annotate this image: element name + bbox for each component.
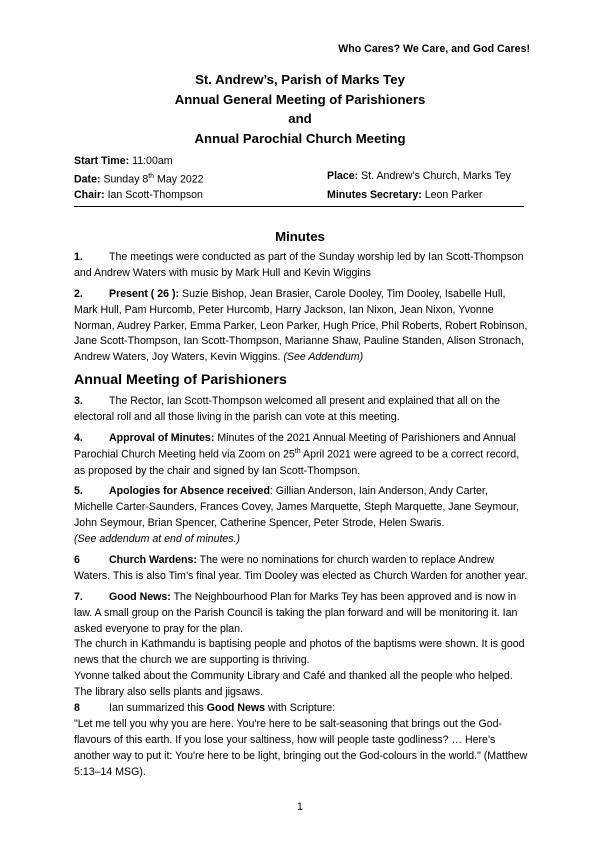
- scripture-quote: "Let me tell you why you are here. You're here to be salt-seasoning that brings out the God-flavours of this earth. If you lose your saltiness, how will people taste godliness? … Here's another way to put it: You're here to be light, bringing out the God-colours in the world." (Matthew 5:13–14 MSG).: [74, 717, 528, 778]
- item-number: 1.: [74, 251, 83, 263]
- scripture-intro-end: with Scripture:: [267, 701, 336, 714]
- good-news-text: The Neighbourhood Plan for Marks Tey has been approved and is now in law. A small group on the Parish Council is taking the plan forward and will be monitoring it. Ian asked everyone to pray for the plan.: [74, 590, 518, 635]
- start-time-row: [74, 154, 534, 169]
- divider-line: [74, 206, 524, 207]
- date-label: Date:: [74, 173, 101, 186]
- approval-text-start: Minutes of the 2021 Annual Meeting of Parishioners and Annual Parochial Church Meeting held via Zoom on 25: [74, 432, 516, 461]
- title-line-agm: Annual General Meeting of Parishioners: [174, 91, 426, 107]
- item-7: [74, 590, 528, 638]
- date-value-month: May 2022: [157, 173, 204, 186]
- good-news-label: Good News:: [109, 590, 171, 603]
- item-7-kathmandu: The church in Kathmandu is baptising people and photos of the baptisms were shown. It is good news that the church we are supporting is thriving.: [74, 638, 525, 667]
- item-text: The meetings were conducted as part of the Sunday worship led by Ian Scott-Thompson and Andrew Waters with music by Mark Hull and Kevin Wiggins: [74, 251, 524, 279]
- item-number: 8: [74, 701, 80, 714]
- meeting-details: [74, 154, 534, 203]
- apologies-label: Apologies for Absence received: [109, 485, 270, 498]
- item-7-library: Yvonne talked about the Community Library and Café and thanked all the people who helped. The library also sells plants and jigsaws.: [74, 670, 513, 699]
- item-text: The Rector, Ian Scott-Thompson welcomed all present and explained that all on the electoral roll and all those living in the parish can vote at this meeting.: [74, 395, 501, 424]
- apologies-list: : Gillian Anderson, Iain Anderson, Andy Carter, Michelle Carter-Saunders, Frances Covey, James Marquette, Steph Marquette, Jane Seymour, John Seymour, Brian Spencer, Catherine Spencer, Peter Strode, Helen Swaris.: [74, 485, 519, 530]
- item-number: 4.: [74, 432, 83, 445]
- title-line-parish: St. Andrew’s, Parish of Marks Tey: [195, 72, 405, 87]
- item-number: 3.: [74, 395, 83, 408]
- start-time-value: 11:00am: [132, 155, 173, 167]
- wardens-label: Church Wardens:: [109, 553, 197, 566]
- item-4: [74, 431, 528, 479]
- date-value-suffix: th: [148, 173, 155, 180]
- present-note: (See Addendum): [283, 351, 364, 364]
- title-line-and: and: [288, 111, 312, 126]
- item-number: 5.: [74, 485, 83, 498]
- minutes-body: [74, 250, 528, 785]
- date-place-row: [74, 169, 534, 188]
- item-number: 7.: [74, 590, 83, 603]
- chair-secretary-row: [74, 188, 534, 203]
- present-label: Present ( 26 ):: [109, 287, 180, 300]
- place-label: Place:: [327, 170, 359, 182]
- scripture-label: Good News: [206, 701, 266, 714]
- approval-label: Approval of Minutes:: [109, 432, 215, 445]
- wardens-text: The were no nominations for church warden to replace Andrew Waters. This is also Tim’s final year. Tim Dooley was elected as Church Warden for another year.: [74, 553, 528, 582]
- chair-label: Chair:: [74, 188, 105, 201]
- header-tagline: Who Cares? We Care, and God Cares!: [338, 43, 530, 55]
- item-8: [74, 701, 528, 717]
- title-line-apcm: Annual Parochial Church Meeting: [194, 130, 406, 146]
- minutes-heading: Minutes: [275, 229, 325, 244]
- present-list: Suzie Bishop, Jean Brasier, Carole Dooley, Tim Dooley, Isabelle Hull, Mark Hull, Pam Hurcomb, Peter Hurcomb, Harry Jackson, Ian Nixon, Jean Nixon, Yvonne Norman, Audrey Parker, Emma Parker, Leon Parker, Hugh Price, Phil Roberts, Robert Robinson, Jane Scott-Thompson, Ian Scott-Thompson, Marianne Shaw, Pauline Standen, Alison Stronach, Andrew Waters, Joy Waters, Kevin Wiggins.: [74, 287, 528, 364]
- section-heading: Annual Meeting of Parishioners: [74, 372, 287, 389]
- secretary-label: Minutes Secretary:: [327, 188, 422, 201]
- page-number: 1: [297, 801, 303, 813]
- approval-text-end: April 2021 were agreed to be a correct record, as proposed by the chair and signed by Ian Scott-Thompson.: [74, 448, 520, 477]
- date-value-day: Sunday 8: [103, 173, 149, 186]
- place-value: St. Andrew’s Church, Marks Tey: [361, 170, 511, 182]
- scripture-intro: Ian summarized this: [109, 701, 204, 714]
- document-title: [0, 70, 600, 148]
- item-6: [74, 553, 528, 585]
- secretary-value: Leon Parker: [424, 188, 483, 201]
- item-3: [74, 394, 528, 426]
- item-number: 2.: [74, 287, 83, 300]
- chair-value: Ian Scott-Thompson: [107, 188, 203, 201]
- item-number: 6: [74, 553, 80, 566]
- apologies-note: (See addendum at end of minutes.): [74, 533, 241, 546]
- item-5: [74, 484, 528, 548]
- approval-date-suffix: th: [294, 448, 301, 456]
- item-1: [74, 250, 528, 282]
- start-time-label: Start Time:: [74, 155, 130, 167]
- item-2: [74, 287, 528, 366]
